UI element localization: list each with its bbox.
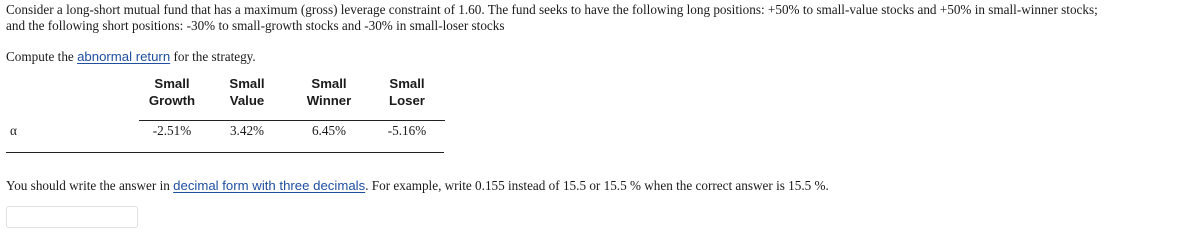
header-small-growth: Small Growth bbox=[148, 76, 196, 108]
question-line-1: Consider a long-short mutual fund that has a maximum (gross) leverage constraint of 1.60. The fund seeks to have the following long positions: +50% to small-value stocks and +50% in small-winner stocks; bbox=[6, 2, 1098, 17]
alpha-small-loser: -5.16% bbox=[387, 123, 427, 138]
decimal-form-link[interactable]: decimal form with three decimals bbox=[173, 178, 366, 193]
question-line-2: and the following short positions: -30% to small-growth stocks and -30% in small-loser stocks bbox=[6, 18, 505, 33]
question-text bbox=[6, 2, 1196, 34]
instruction-text-after: . For example, write 0.155 instead of 15.5 or 15.5 % when the correct answer is 15.5 %. bbox=[365, 178, 829, 193]
prompt-text-before: Compute the bbox=[6, 49, 74, 64]
prompt-text-after: for the strategy. bbox=[173, 49, 256, 64]
header-small-loser: Small Loser bbox=[389, 76, 425, 108]
alpha-row-label: α bbox=[10, 123, 17, 138]
alpha-small-winner: 6.45% bbox=[311, 123, 347, 138]
alpha-small-value: 3.42% bbox=[229, 123, 265, 138]
answer-input[interactable] bbox=[6, 206, 138, 228]
abnormal-return-link[interactable]: abnormal return bbox=[77, 49, 171, 64]
answer-instruction bbox=[6, 178, 829, 194]
header-small-value: Small Value bbox=[229, 76, 265, 108]
instruction-text-before: You should write the answer in bbox=[6, 178, 170, 193]
table-rule-top bbox=[139, 120, 445, 121]
alpha-small-growth: -2.51% bbox=[152, 123, 192, 138]
table-rule-bottom bbox=[6, 152, 444, 153]
header-small-winner: Small Winner bbox=[306, 76, 352, 108]
compute-prompt bbox=[6, 49, 256, 65]
